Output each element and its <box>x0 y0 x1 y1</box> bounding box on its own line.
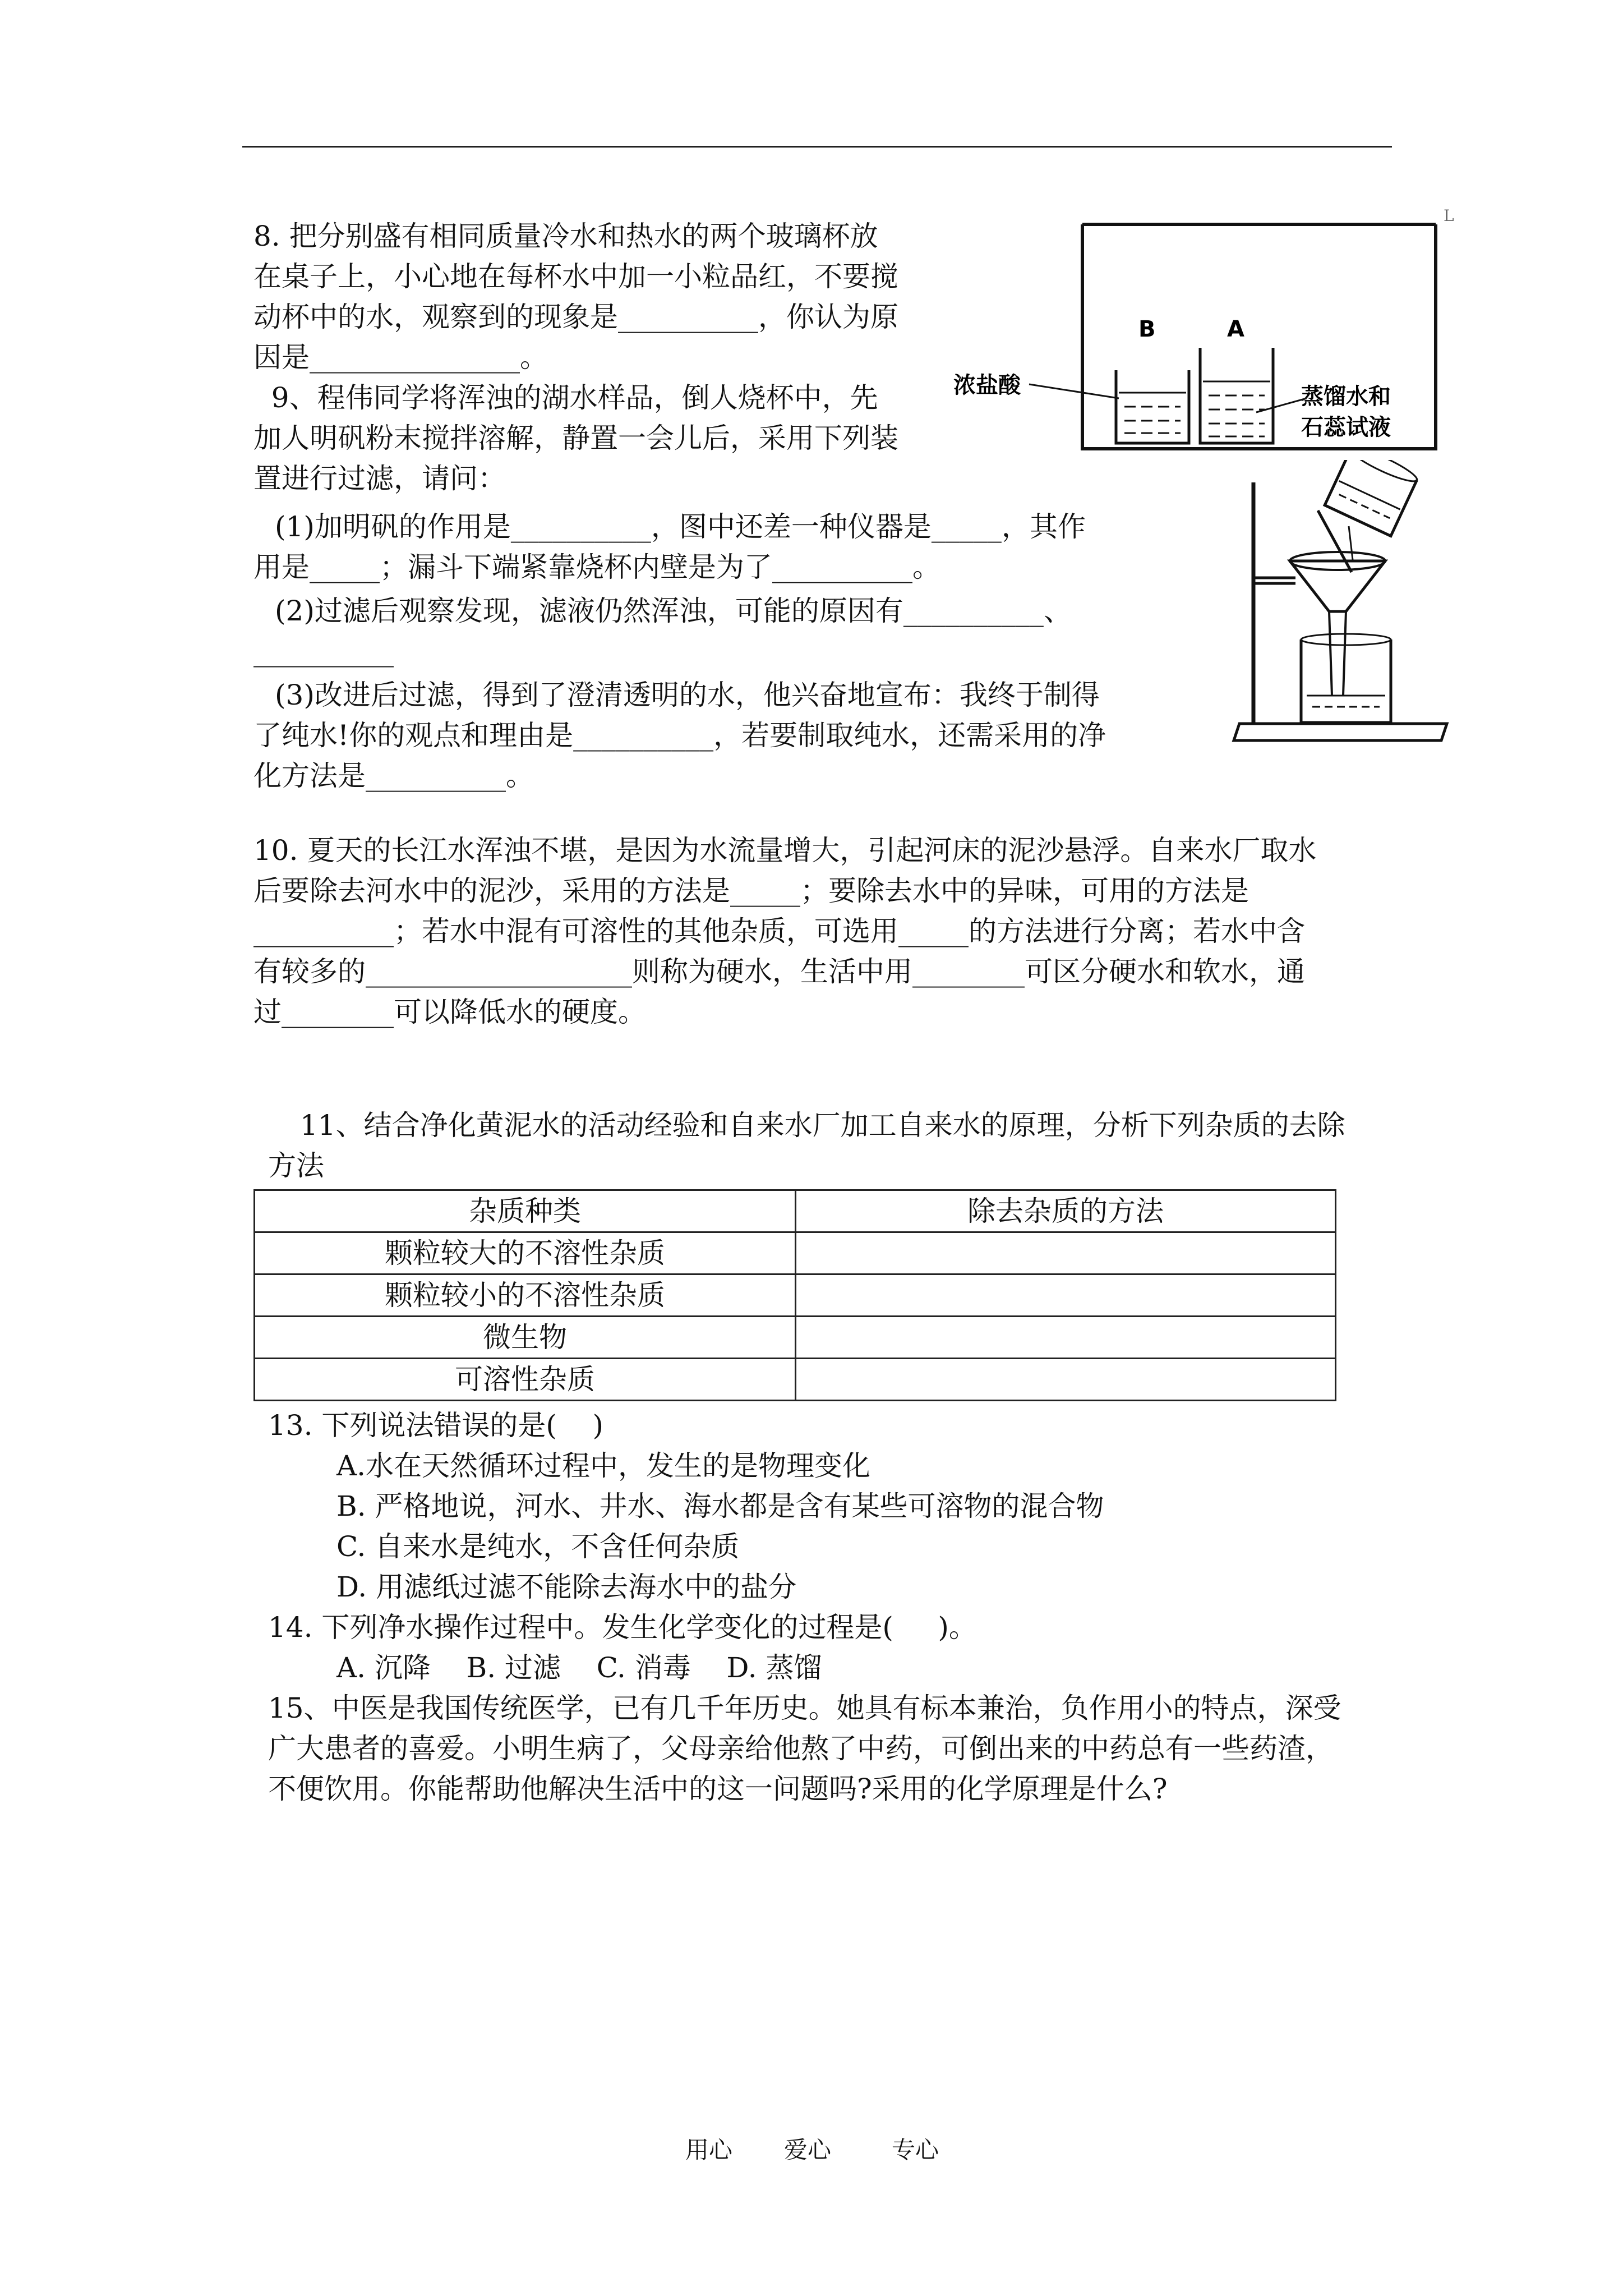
filtration-figure <box>1223 460 1458 754</box>
q14-stem: 14. 下列净水操作过程中。发生化学变化的过程是( )。 <box>268 1611 977 1644</box>
table-row <box>255 1317 1336 1359</box>
q15-line-2: 广大患者的喜爱。小明生病了，父母亲给他熬了中药，可倒出来的中药总有一些药渣， <box>268 1732 1334 1765</box>
label-right-1: 蒸馏水和 <box>1301 384 1391 409</box>
table-cell-answer[interactable] <box>796 1274 1336 1317</box>
q10-line-2: 后要除去河水中的泥沙，采用的方法是_____；要除去水中的异味，可用的方法是 <box>253 875 1249 907</box>
label-right-2: 石蕊试液 <box>1301 415 1391 440</box>
q13-option-b: B. 严格地说，河水、井水、海水都是含有某些可溶物的混合物 <box>336 1490 1104 1522</box>
q15-line-3: 不便饮用。你能帮助他解决生活中的这一问题吗?采用的化学原理是什么? <box>268 1773 1168 1805</box>
q9-part2-line-2: __________ <box>253 635 394 668</box>
q10-line-3: __________；若水中混有可溶性的其他杂质，可选用_____的方法进行分离；若水中含 <box>253 915 1305 947</box>
beaker-a <box>1200 348 1273 443</box>
table-cell-answer[interactable] <box>796 1232 1336 1274</box>
q8-line-2: 在桌子上，小心地在每杯水中加一小粒品红，不要搅 <box>253 260 898 293</box>
q9-part3-line-2: 了纯水!你的观点和理由是__________，若要制取纯水，还需采用的净 <box>253 719 1106 752</box>
q8-line-3: 动杯中的水，观察到的现象是__________，你认为原 <box>253 301 898 333</box>
q11-line-1: 11、结合净化黄泥水的活动经验和自来水厂加工自来水的原理，分析下列杂质的去除 <box>300 1109 1345 1142</box>
beakers-figure <box>953 213 1458 462</box>
header-rule <box>242 146 1392 148</box>
q15-line-1: 15、中医是我国传统医学，已有几千年历史。她具有标本兼治，负作用小的特点，深受 <box>268 1692 1341 1724</box>
q9-part1-line-2: 用是_____；漏斗下端紧靠烧杯内壁是为了__________。 <box>253 551 940 583</box>
q10-line-4: 有较多的___________________则称为硬水，生活中用________可区分硬水和软水，通 <box>253 955 1305 988</box>
q10-line-5: 过________可以降低水的硬度。 <box>253 996 646 1028</box>
table-row <box>255 1274 1336 1317</box>
table-cell: 颗粒较小的不溶性杂质 <box>255 1274 796 1317</box>
q8-line-4: 因是_______________。 <box>253 341 548 374</box>
q9-part3-line-1: (3)改进后过滤，得到了澄清透明的水，他兴奋地宣布：我终于制得 <box>275 679 1100 711</box>
table-row <box>255 1232 1336 1274</box>
footer-text-3: 专心 <box>892 2136 939 2164</box>
q13-option-a: A.水在天然循环过程中，发生的是物理变化 <box>336 1450 871 1482</box>
q10-line-1: 10. 夏天的长江水浑浊不堪，是因为水流量增大，引起河床的泥沙悬浮。自来水厂取水 <box>253 834 1317 867</box>
table-cell-answer[interactable] <box>796 1359 1336 1401</box>
q9-line-3: 置进行过滤，请问： <box>253 462 506 495</box>
impurity-table <box>253 1189 1336 1401</box>
q13-option-c: C. 自来水是纯水，不含任何杂质 <box>336 1530 740 1563</box>
q9-line-1: 9、程伟同学将浑浊的湖水样品，倒人烧杯中，先 <box>253 381 878 414</box>
label-left: 浓盐酸 <box>953 372 1021 398</box>
header-mark: L <box>1444 206 1454 225</box>
q9-part1-line-1: (1)加明矾的作用是__________，图中还差一种仪器是_____，其作 <box>275 510 1086 543</box>
q9-part3-line-3: 化方法是__________。 <box>253 760 534 792</box>
table-header-method: 除去杂质的方法 <box>796 1190 1336 1232</box>
table-header-row <box>255 1190 1336 1232</box>
table-cell: 可溶性杂质 <box>255 1359 796 1401</box>
footer-text-2: 爱心 <box>784 2136 832 2164</box>
table-cell: 微生物 <box>255 1317 796 1359</box>
label-a: A <box>1227 316 1244 342</box>
q13-option-d: D. 用滤纸过滤不能除去海水中的盐分 <box>336 1571 797 1603</box>
label-b: B <box>1138 316 1156 342</box>
q8-line-1: 8. 把分别盛有相同质量冷水和热水的两个玻璃杯放 <box>253 220 878 252</box>
footer-text-1: 用心 <box>685 2136 733 2164</box>
table-row <box>255 1359 1336 1401</box>
beaker-b <box>1116 370 1189 443</box>
q13-stem: 13. 下列说法错误的是( ) <box>268 1409 603 1442</box>
table-cell-answer[interactable] <box>796 1317 1336 1359</box>
q11-line-2: 方法 <box>268 1149 324 1182</box>
q9-part2-line-1: (2)过滤后观察发现，滤液仍然浑浊，可能的原因有__________、 <box>275 595 1072 627</box>
table-cell: 颗粒较大的不溶性杂质 <box>255 1232 796 1274</box>
q14-options: A. 沉降 B. 过滤 C. 消毒 D. 蒸馏 <box>336 1651 822 1684</box>
table-header-type: 杂质种类 <box>255 1190 796 1232</box>
q9-line-2: 加人明矾粉末搅拌溶解，静置一会儿后，采用下列装 <box>253 422 898 454</box>
